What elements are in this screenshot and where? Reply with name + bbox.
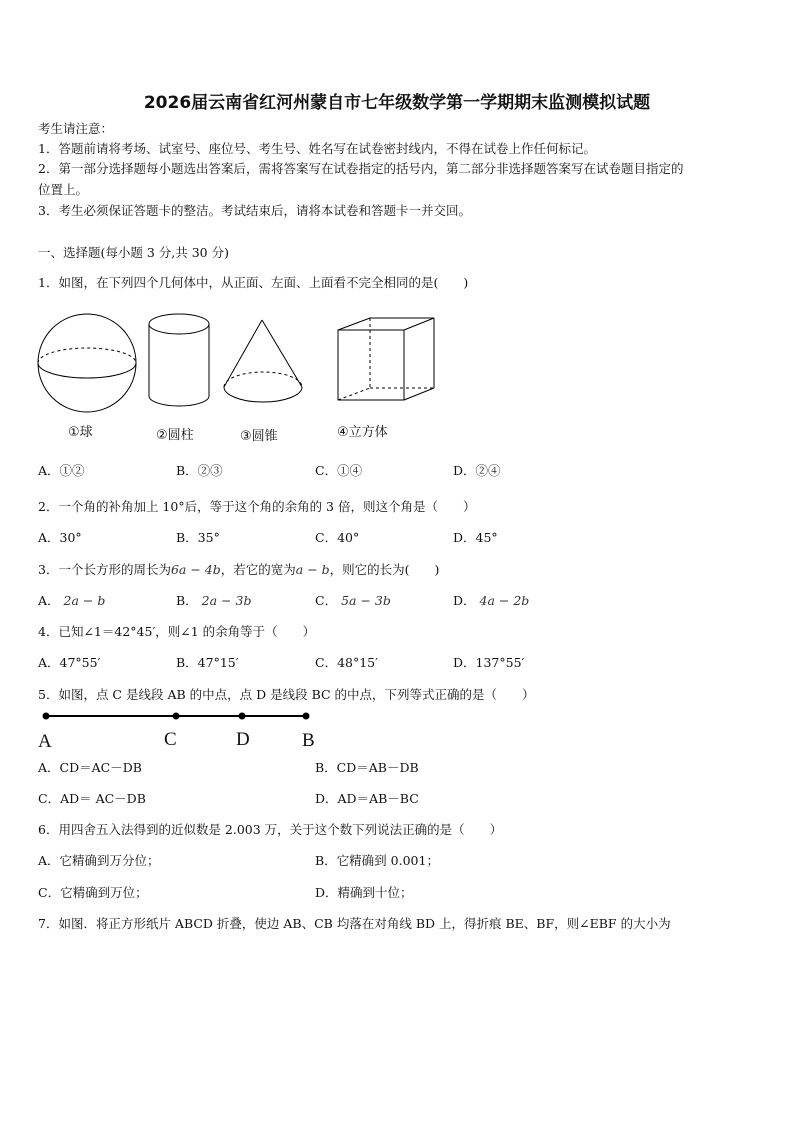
q3-option-c-expr: 5a − 3b — [341, 593, 391, 608]
point-d-dot — [239, 713, 246, 720]
q3-option-d — [453, 593, 529, 609]
q3-option-a-letter: A． — [38, 593, 60, 608]
point-a-dot — [43, 713, 50, 720]
q5-option-d: D．AD＝AB－BC — [315, 791, 419, 806]
q5-option-b: B．CD＝AB－DB — [315, 760, 419, 775]
q4-option-c: C．48°15′ — [315, 655, 378, 670]
q3-width-expr: a − b — [295, 562, 330, 577]
q4-option-a: A．47°55′ — [38, 655, 101, 670]
point-a-label: A — [38, 731, 52, 752]
q2-option-c: C．40° — [315, 530, 360, 545]
q5-stem: 5．如图，点 C 是线段 AB 的中点，点 D 是线段 BC 的中点，下列等式正确的是（ ） — [38, 687, 535, 702]
q5-option-c: C．AD＝ AC－DB — [38, 791, 146, 806]
q4-option-b: B．47°15′ — [176, 655, 239, 670]
q1-stem: 1．如图，在下列四个几何体中，从正面、左面、上面看不完全相同的是( ) — [38, 275, 469, 290]
q6-option-b: B．它精确到 0.001； — [315, 853, 439, 868]
cone-label: ③圆锥 — [240, 429, 278, 444]
notice-item-2-cont: 位置上。 — [38, 182, 89, 197]
q2-option-b: B．35° — [176, 530, 220, 545]
page-title: 2026届云南省红河州蒙自市七年级数学第一学期期末监测模拟试题 — [143, 93, 651, 113]
q1-option-d: D．②④ — [453, 463, 501, 478]
q3-option-c-letter: C． — [315, 593, 338, 608]
q3-option-b — [176, 593, 251, 609]
q6-option-d: D．精确到十位； — [315, 885, 413, 900]
q5-option-a: A．CD＝AC－DB — [38, 760, 142, 775]
notice-header: 考生请注意： — [38, 121, 114, 136]
q3-perimeter-expr: 6a − 4b — [170, 562, 221, 577]
q3-option-a — [38, 593, 105, 609]
cube-label: ④立方体 — [337, 425, 388, 440]
q2-option-a: A．30° — [38, 530, 82, 545]
cube-figure — [338, 318, 434, 400]
sphere-figure — [38, 314, 136, 412]
q6-option-a: A．它精确到万分位； — [38, 853, 160, 868]
q3-stem-part-c: ，则它的长为( ) — [329, 562, 440, 577]
section-heading: 一、选择题(每小题 3 分,共 30 分) — [38, 245, 229, 260]
q6-stem: 6．用四舍五入法得到的近似数是 2.003 万，关于这个数下列说法正确的是（ ） — [38, 822, 503, 837]
point-c-label: C — [164, 729, 177, 750]
sphere-label: ①球 — [68, 425, 93, 440]
q1-option-c: C．①④ — [315, 463, 363, 478]
q4-option-d: D．137°55′ — [453, 655, 525, 670]
q6-option-c: C．它精确到万位； — [38, 885, 148, 900]
cone-figure — [224, 320, 302, 402]
cylinder-figure — [149, 314, 209, 406]
q4-stem: 4．已知∠1＝42°45′，则∠1 的余角等于（ ） — [38, 624, 316, 639]
q3-stem-part-b: ，若它的宽为 — [220, 562, 296, 577]
q3-option-c — [315, 593, 391, 609]
q3-option-a-expr: 2a − b — [63, 593, 106, 608]
q2-stem: 2．一个角的补角加上 10°后，等于这个角的余角的 3 倍，则这个角是（ ） — [38, 499, 476, 514]
cylinder-label: ②圆柱 — [156, 428, 194, 443]
notice-item-1: 1．答题前请将考场、试室号、座位号、考生号、姓名写在试卷密封线内，不得在试卷上作任何标记。 — [38, 141, 596, 156]
q3-option-b-expr: 2a − 3b — [201, 593, 252, 608]
q1-solids-figure — [0, 300, 794, 450]
q3-option-b-letter: B． — [176, 593, 198, 608]
point-b-dot — [303, 713, 310, 720]
q3-option-d-letter: D． — [453, 593, 476, 608]
notice-item-2: 2．第一部分选择题每小题选出答案后，需将答案写在试卷指定的括号内，第二部分非选择题答案写在试卷题目指定的 — [38, 161, 684, 176]
point-c-dot — [173, 713, 180, 720]
q3-option-d-expr: 4a − 2b — [479, 593, 530, 608]
q1-option-b: B．②③ — [176, 463, 223, 478]
q3-stem-part-a: 3．一个长方形的周长为 — [38, 562, 171, 577]
point-b-label: B — [302, 730, 315, 751]
q7-stem: 7．如图．将正方形纸片 ABCD 折叠，使边 AB、CB 均落在对角线 BD 上，得折痕 BE、BF，则∠EBF 的大小为 — [38, 916, 671, 931]
q5-segment-figure — [0, 706, 794, 726]
notice-item-3: 3．考生必须保证答题卡的整洁。考试结束后，请将本试卷和答题卡一并交回。 — [38, 203, 471, 218]
q3-stem — [38, 562, 439, 578]
point-d-label: D — [236, 729, 250, 750]
q1-option-a: A．①② — [38, 463, 85, 478]
q2-option-d: D．45° — [453, 530, 498, 545]
